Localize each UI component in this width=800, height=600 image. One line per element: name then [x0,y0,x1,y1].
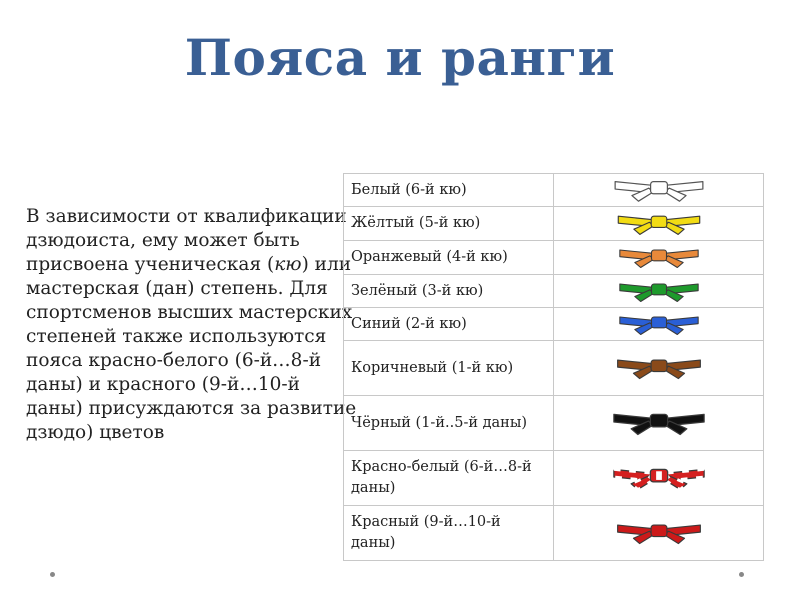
belt-label: Жёлтый (5-й кю) [344,207,554,241]
belt-label: Коричневый (1-й кю) [344,341,554,396]
corner-dot [50,572,55,577]
belt-image-cell [554,396,764,451]
belt-table [343,173,764,561]
brown-belt-icon [615,354,703,382]
corner-dot [739,572,744,577]
belt-row-yellow [344,207,764,241]
green-belt-icon [615,279,703,304]
belt-label: Белый (6-й кю) [344,174,554,207]
belt-image-cell [554,308,764,341]
belt-image-cell [554,451,764,506]
belt-row-red [344,506,764,561]
belt-row-brown [344,341,764,396]
belt-row-white [344,174,764,207]
belt-row-blue [344,308,764,341]
belt-label: Зелёный (3-й кю) [344,275,554,308]
belt-row-black [344,396,764,451]
belt-row-green [344,275,764,308]
slide-title: Пояса и ранги [184,28,616,87]
red-white-belt-icon [611,462,707,494]
belt-label: Красно-белый (6-й…8-й даны) [344,451,554,506]
belt-image-cell [554,207,764,241]
belt-label: Оранжевый (4-й кю) [344,241,554,275]
belt-label: Чёрный (1-й..5-й даны) [344,396,554,451]
belt-label: Синий (2-й кю) [344,308,554,341]
orange-belt-icon [615,245,703,270]
description-part-2: ) или мастерская (дан) степень. Для спортсменов высших мастерских степеней также используются пояса красно-белого (6-й…8-й даны) и красного (9-й…10-й даны) присуждаются за развитие дзюдо) цветов [26,254,357,443]
blue-belt-icon [617,312,701,337]
description-kyu-term: кю [274,254,302,275]
belt-image-cell [554,241,764,275]
belt-image-cell [554,341,764,396]
belt-row-orange [344,241,764,275]
belt-image-cell [554,275,764,308]
yellow-belt-icon [612,211,706,237]
red-belt-icon [615,518,703,548]
white-belt-icon [609,176,709,204]
belt-image-cell [554,174,764,207]
black-belt-icon [611,407,707,439]
belt-row-red-white [344,451,764,506]
description-part-1: В зависимости от квалификации дзюдоиста, ему может быть присвоена ученическая ( [26,206,347,275]
belt-label: Красный (9-й…10-й даны) [344,506,554,561]
description-text [26,205,361,445]
belt-image-cell [554,506,764,561]
